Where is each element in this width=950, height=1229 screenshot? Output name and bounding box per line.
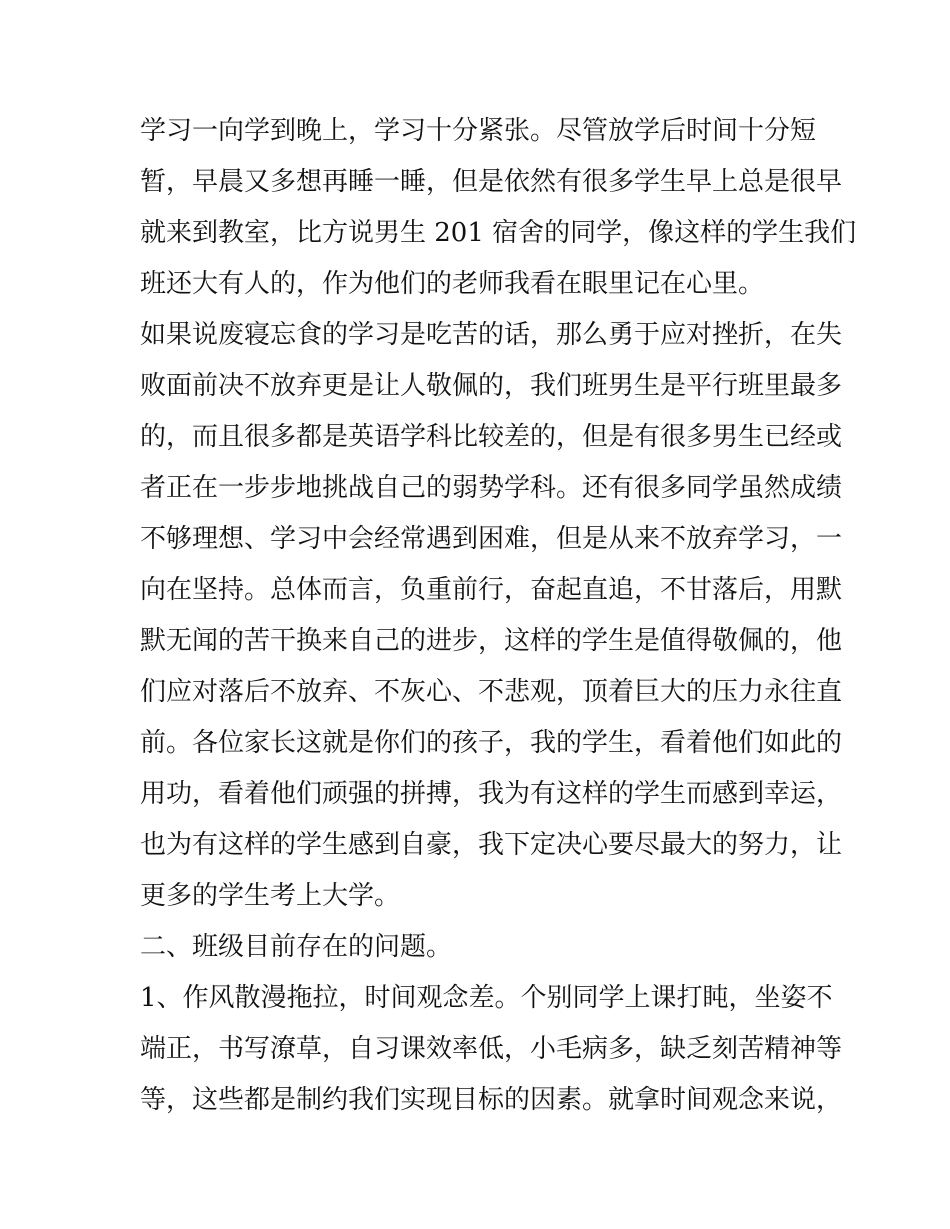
- text-line: 者正在一步步地挑战自己的弱势学科。还有很多同学虽然成绩: [140, 473, 843, 503]
- text-line: 败面前决不放弃更是让人敬佩的，我们班男生是平行班里最多: [140, 371, 843, 401]
- text-line: 更多的学生考上大学。: [140, 881, 401, 911]
- text-line: 1、作风散漫拖拉，时间观念差。个别同学上课打盹，坐姿不: [140, 983, 833, 1013]
- text-line: 暂，早晨又多想再睡一睡，但是依然有很多学生早上总是很早: [140, 167, 843, 197]
- text-line: 等，这些都是制约我们实现目标的因素。就拿时间观念来说，: [140, 1085, 843, 1115]
- text-line: 用功，看着他们顽强的拼搏，我为有这样的学生而感到幸运，: [140, 779, 843, 809]
- section-heading: 二、班级目前存在的问题。: [140, 932, 453, 962]
- text-line: 也为有这样的学生感到自豪，我下定决心要尽最大的努力，让: [140, 830, 843, 860]
- text-line: 学习一向学到晚上，学习十分紧张。尽管放学后时间十分短: [140, 116, 817, 146]
- body-text: [140, 106, 857, 1126]
- text-line: 默无闻的苦干换来自己的进步，这样的学生是值得敬佩的，他: [140, 626, 843, 656]
- text-line: 不够理想、学习中会经常遇到困难，但是从来不放弃学习，一: [140, 524, 843, 554]
- text-line: 们应对落后不放弃、不灰心、不悲观，顶着巨大的压力永往直: [140, 677, 843, 707]
- text-line: 向在坚持。总体而言，负重前行，奋起直追，不甘落后，用默: [140, 575, 843, 605]
- text-line: 就来到教室，比方说男生 201 宿舍的同学，像这样的学生我们: [140, 218, 857, 248]
- text-line: 的，而且很多都是英语学科比较差的，但是有很多男生已经或: [140, 422, 843, 452]
- text-line: 前。各位家长这就是你们的孩子，我的学生，看着他们如此的: [140, 728, 843, 758]
- text-line: 班还大有人的，作为他们的老师我看在眼里记在心里。: [140, 269, 765, 299]
- text-line: 如果说废寝忘食的学习是吃苦的话，那么勇于应对挫折，在失: [140, 320, 843, 350]
- text-line: 端正，书写潦草，自习课效率低，小毛病多，缺乏刻苦精神等: [140, 1034, 843, 1064]
